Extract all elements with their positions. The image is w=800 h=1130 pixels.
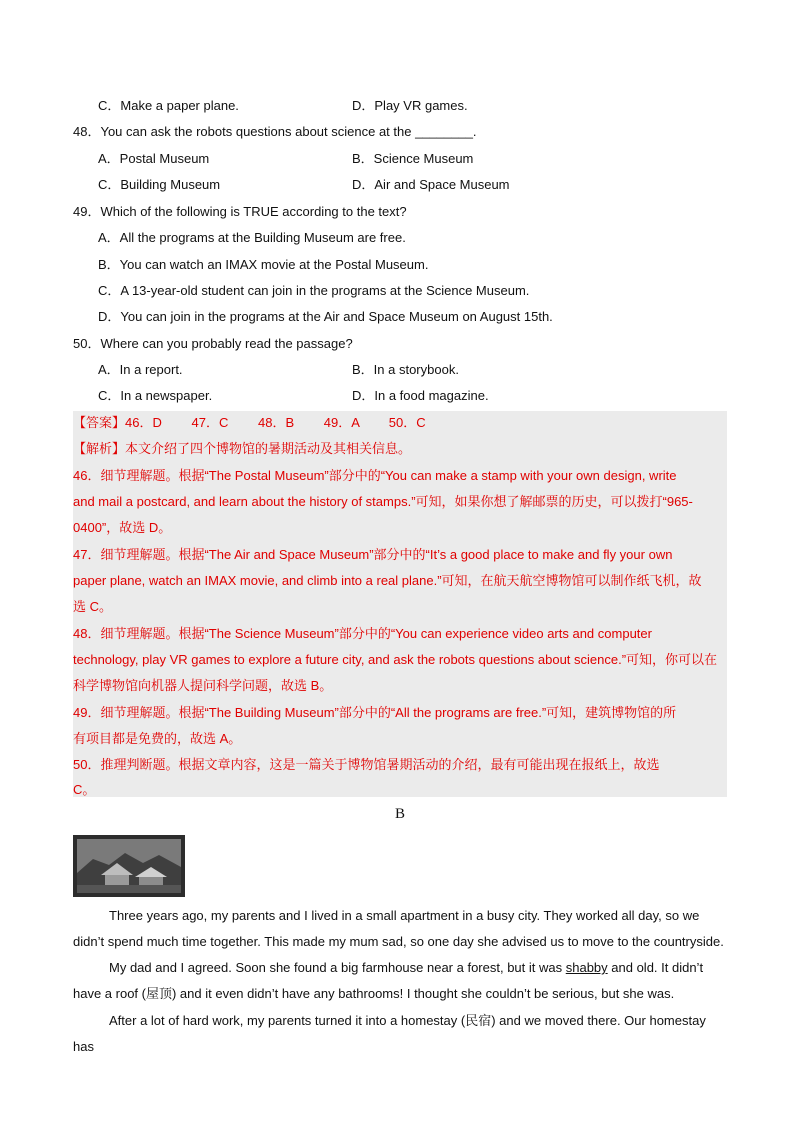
explanation-line: 选 C。: [73, 599, 113, 614]
explanation-line: 有项目都是免费的，故选 A。: [73, 731, 242, 746]
explanation-line: 50．推理判断题。根据文章内容，这是一篇关于博物馆暑期活动的介绍，最有可能出现在报纸上，故选: [73, 757, 660, 772]
passage-paragraph-2: [73, 955, 727, 1007]
explanation-line: 49．细节理解题。根据“The Building Museum”部分中的“All the programs are free.”可知，建筑博物馆的所: [73, 705, 677, 720]
explanation-line: 0400”，故选 D。: [73, 520, 172, 535]
farmhouse-photo-graphic: [73, 835, 185, 897]
q50-question: 50．Where can you probably read the passage?: [73, 336, 353, 351]
farmhouse-photo: [73, 835, 185, 897]
answer-explanation-block: [73, 411, 727, 797]
q50-option-a: A．In a report.: [98, 362, 183, 377]
paragraph-2-end: and old. It didn’t have a roof (屋顶) and it even didn’t have any bathrooms! I thought she couldn’t be serious, but she was.: [73, 960, 704, 1001]
q48-option-b: B．Science Museum: [352, 151, 474, 166]
q48-option-c: C．Building Museum: [98, 177, 221, 192]
q48-question: 48．You can ask the robots questions about science at the ________.: [73, 124, 477, 139]
passage-paragraph-3: After a lot of hard work, my parents turned it into a homestay (民宿) and we moved there. Our homestay has: [73, 1013, 706, 1054]
answer-key-label: 【答案】: [73, 415, 126, 430]
passage-paragraph-1: Three years ago, my parents and I lived in a small apartment in a busy city. They worked all day, so we didn’t spend much time together. This made my mum sad, so one day she advised us to move to the countryside.: [73, 908, 724, 949]
section-b-label: B: [394, 806, 405, 822]
explanation-line: 48．细节理解题。根据“The Science Museum”部分中的“You can experience video arts and computer: [73, 626, 652, 641]
answer-key-row: [73, 414, 426, 432]
explanation-line: paper plane, watch an IMAX movie, and climb into a real plane.”可知，在航天航空博物馆可以制作纸飞机，故: [73, 573, 702, 588]
q50-option-c: C．In a newspaper.: [98, 388, 213, 403]
underlined-word-shabby: shabby: [565, 960, 608, 975]
explanation-line: 46．细节理解题。根据“The Postal Museum”部分中的“You can make a stamp with your own design, write: [73, 468, 677, 483]
q49-question: 49．Which of the following is TRUE according to the text?: [73, 204, 407, 219]
q47-option-c: C．Make a paper plane.: [98, 98, 239, 113]
q48-option-a: A．Postal Museum: [98, 151, 210, 166]
q49-option-d: D．You can join in the programs at the Air and Space Museum on August 15th.: [98, 309, 553, 324]
q49-option-a: A．All the programs at the Building Museum are free.: [98, 230, 406, 245]
answer-50: 50．C: [388, 415, 426, 430]
explanation-summary: 【解析】本文介绍了四个博物馆的暑期活动及其相关信息。: [73, 441, 412, 456]
q48-option-d: D．Air and Space Museum: [352, 177, 510, 192]
paragraph-2-start: My dad and I agreed. Soon she found a big farmhouse near a forest, but it was: [109, 960, 566, 975]
q50-option-b: B．In a storybook.: [352, 362, 459, 377]
explanation-line: 科学博物馆向机器人提问科学问题，故选 B。: [73, 678, 333, 693]
explanation-line: 47．细节理解题。根据“The Air and Space Museum”部分中的“It’s a good place to make and fly your own: [73, 547, 673, 562]
answer-49: 49．A: [323, 415, 360, 430]
q49-option-c: C．A 13-year-old student can join in the programs at the Science Museum.: [98, 283, 530, 298]
answer-47: 47．C: [191, 415, 229, 430]
explanation-line: technology, play VR games to explore a future city, and ask the robots questions about science.”可知，你可以在: [73, 652, 718, 667]
q47-option-d: D．Play VR games.: [352, 98, 468, 113]
q49-option-b: B．You can watch an IMAX movie at the Postal Museum.: [98, 257, 429, 272]
explanation-line: C。: [73, 782, 96, 797]
answer-46: 46．D: [125, 415, 162, 430]
q50-option-d: D．In a food magazine.: [352, 388, 489, 403]
explanation-line: and mail a postcard, and learn about the history of stamps.”可知，如果你想了解邮票的历史，可以拨打“965-: [73, 494, 693, 509]
answer-48: 48．B: [257, 415, 295, 430]
